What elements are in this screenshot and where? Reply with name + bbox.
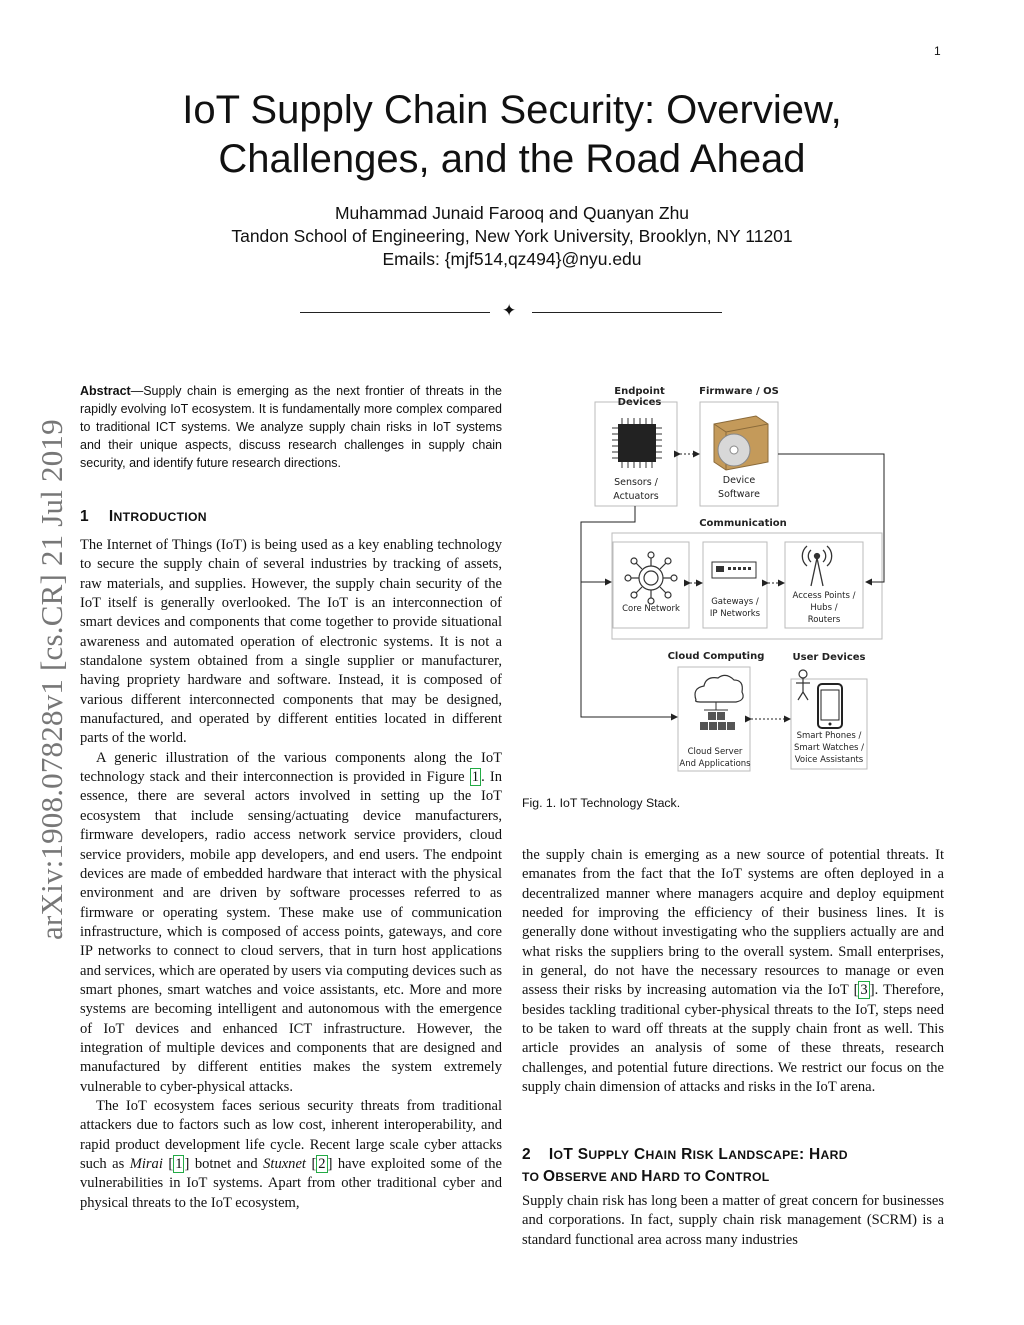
p2-text-b: . In essence, there are several actors involved in setting up the IoT ecosystem that include sensing/actuating device manufacturers, firmware developers, radio access network service providers, cloud service providers, mobile app developers, and end users. The endpoint devices are made of embedded hardware that interact with the physical environment and are driven by software processes referred to as firmware or operating system. These make use of communication infrastructure, which is composed of access points, gateways, and core IP networks to connect to cloud servers, that in turn host applications and services, which are operated by users via computing devices such as smart phones, smart watches and voice assistants, etc. More and more systems are becoming intelligent and autonomous with the emergence of IoT devices and enhanced ICT infrastructure. However, the integration of multiple devices and components that are designed and manufactured by different entities makes the system extremely vulnerable to cyber-physical attacks. xyxy=(80,769,502,1095)
figure-iot-stack xyxy=(578,382,888,782)
label-access-line1: Access Points / xyxy=(792,591,856,601)
title-line-1: IoT Supply Chain Security: Overview, xyxy=(182,88,842,132)
label-device-software xyxy=(700,474,778,502)
label-communication: Communication xyxy=(699,518,787,529)
arxiv-stamp: arXiv:1908.07828v1 [cs.CR] 21 Jul 2019 xyxy=(34,419,69,940)
section-1-heading xyxy=(80,508,207,526)
s2-w5a: L xyxy=(718,1146,729,1163)
right-column-body xyxy=(522,846,944,1097)
label-access-line3: Routers xyxy=(807,615,841,625)
s2-w8b: ARD TO xyxy=(652,1170,705,1184)
s2-w6a: : H xyxy=(798,1146,821,1163)
label-cloud-server xyxy=(674,746,756,770)
section-1-title-rest: NTRODUCTION xyxy=(113,510,207,524)
figure-diagram xyxy=(578,382,888,782)
s2-w3b: HAIN xyxy=(645,1148,677,1162)
abstract-text: —Supply chain is emerging as the next frontier of threats in the rapidly evolving IoT ecosystem. It is fundamentally more complex compared to traditional ICT systems. We analyze supply chain risks in IoT systems and their unique aspects, discuss research challenges in supply chain security, and identify future research directions. xyxy=(80,384,502,470)
abstract-label: Abstract xyxy=(80,384,131,398)
intro-paragraph-1: The Internet of Things (IoT) is being used as a key enabling technology to secure the supply chain of several industries by tracking of assets, raw materials, and supplies. However, the supply chain security of the IoT itself is generally overlooked. The IoT is an interconnection of smart devices and components that come together to provide situational awareness and automated operation of electronic systems. It is not a standalone system obtained from a single supplier or manufacturer, having propriety hardware and software. Instead, it is composed of various different interconnected components that may be designed, manufactured, and operated by different entities located in different parts of the world. xyxy=(80,537,502,747)
divider-star-icon: ✦ xyxy=(502,301,517,321)
label-gateways-line2: IP Networks xyxy=(709,609,761,619)
figure-ref-link[interactable]: 1 xyxy=(471,769,480,786)
citation-link-1[interactable]: 1 xyxy=(175,1156,183,1172)
s2-w7c: BSERVE AND xyxy=(555,1170,642,1184)
section-1-body xyxy=(80,536,502,1213)
intro-paragraph-3: The IoT ecosystem faces serious security threats from traditional attackers due to factors such as low cost, inherent interoperability, and rapid product development life cycle. Recent large scale cyber attacks such as Mirai [ 1 ] botnet and Stuxnet [ 2 ] have exploited some of the vulnerabilities in IoT systems. Apart from other traditional cyber and physical threats to the IoT ecosystem, xyxy=(80,1097,503,1211)
label-smart-phones xyxy=(788,730,870,766)
label-gateways-line1: Gateways / xyxy=(711,597,759,607)
p3-text-a: The IoT ecosystem faces serious security threats from traditional attackers due to factors such as low cost, inherent interoperability, and rapid product development life cycle. Recent large scale cyber attacks such as xyxy=(80,1097,502,1172)
intro-paragraph-2 xyxy=(80,749,502,1097)
citation-link-2[interactable]: 2 xyxy=(318,1156,326,1172)
section-2-heading xyxy=(522,1144,944,1188)
s2-w4a: R xyxy=(681,1146,693,1163)
p3-text-c: have exploited some of the vulnerabilities in IoT systems. Apart from other traditional cyber and physical threats to the IoT ecosystem, xyxy=(80,1156,503,1211)
label-cloud-line2: And Applications xyxy=(679,759,751,769)
stuxnet-term: Stuxnet xyxy=(263,1156,306,1172)
label-phones-line3: Voice Assistants xyxy=(794,755,864,765)
access-point-icon xyxy=(802,546,831,586)
s2-w2a: S xyxy=(577,1146,589,1163)
author-names: Muhammad Junaid Farooq and Quanyan Zhu xyxy=(334,203,690,223)
label-firmware-os: Firmware / OS xyxy=(699,386,779,397)
mirai-term: Mirai xyxy=(129,1156,163,1172)
label-user-devices: User Devices xyxy=(792,652,866,663)
author-affiliation: Tandon School of Engineering, New York University, Brooklyn, NY 11201 xyxy=(231,226,793,246)
core-network-icon xyxy=(625,552,677,604)
title-divider xyxy=(300,302,722,322)
abstract xyxy=(80,382,502,472)
right-paragraph-1: the supply chain is emerging as a new source of potential threats. It emanates from the fact that the IoT systems are often deployed in a decentralized manner where managers acquire and deploy equipment needed for improving the efficiency of their business lines. It is generally done without investigating who the suppliers actually are and what risks the suppliers bring to the overall system. Small enterprises, in general, do not have the necessary resources to manage or even assess their risks by increasing automation via the IoT [ 3 ]. Therefore, besides tackling traditional cyber-physical threats to the IoT, steps need to be taken to ward off threats at the supply chain front as well. This article provides an analysis of some of these threats, research challenges, and potential future directions. We restrict our focus on the supply chain dimension of attacks and risks in the IoT arena. xyxy=(522,847,944,1096)
s2-w7b: O xyxy=(543,1168,556,1185)
p3-text-b: botnet and xyxy=(189,1156,264,1172)
s2-w9b: ONTROL xyxy=(716,1170,770,1184)
label-device-line1: Device xyxy=(722,475,756,486)
label-cloud-computing: Cloud Computing xyxy=(667,651,765,662)
s2-w2b: UPPLY xyxy=(588,1148,630,1162)
software-disc-icon xyxy=(714,416,768,470)
right-p1-text-b: . Therefore, besides tackling traditional cyber-physical threats to the IoT, steps need to be taken to ward off threats at the supply chain front as well. This article provides an analysis of some of these threats, research challenges, and potential future directions. We restrict our focus on the supply chain dimension of attacks and risks in the IoT arena. xyxy=(522,982,944,1096)
figure-caption: Fig. 1. IoT Technology Stack. xyxy=(522,796,681,810)
citation-link-3[interactable]: 3 xyxy=(860,982,868,999)
label-access-line2: Hubs / xyxy=(810,603,838,613)
s2-w7a: TO xyxy=(522,1170,543,1184)
label-phones-line2: Smart Watches / xyxy=(793,743,865,753)
label-cloud-line1: Cloud Server xyxy=(687,747,743,757)
smartphone-icon xyxy=(818,684,842,728)
s2-w1a: I xyxy=(548,1146,554,1163)
page-number: 1 xyxy=(934,44,941,58)
label-access-points xyxy=(785,590,863,626)
section-1-title-initial: I xyxy=(108,508,114,525)
s2-w4b: ISK xyxy=(692,1148,714,1162)
s2-w9a: C xyxy=(704,1168,717,1185)
label-sensors-line1: Sensors / xyxy=(614,477,658,488)
section-2-body: Supply chain risk has long been a matter of great concern for businesses and corporations. In fact, supply chain risk management (SCRM) is a standard functional area across many industries xyxy=(522,1193,944,1248)
label-gateways xyxy=(703,596,767,620)
label-sensors-line2: Actuators xyxy=(613,491,659,502)
s2-w1c: T xyxy=(563,1146,574,1163)
s2-w5b: ANDSCAPE xyxy=(728,1148,799,1162)
label-core-network: Core Network xyxy=(622,604,680,614)
label-device-line2: Software xyxy=(718,489,760,500)
user-icon xyxy=(796,670,810,700)
author-block xyxy=(120,202,904,271)
s2-w3a: C xyxy=(633,1146,646,1163)
title-line-2: Challenges, and the Road Ahead xyxy=(218,137,806,181)
s2-w6b: ARD xyxy=(820,1148,848,1162)
author-emails: Emails: {mjf514,qz494}@nyu.edu xyxy=(382,249,642,269)
cloud-server-icon xyxy=(695,675,743,730)
s2-w1b: O xyxy=(553,1148,564,1162)
paper-title xyxy=(120,86,904,184)
right-p1-text-a: the supply chain is emerging as a new source of potential threats. It emanates from the fact that the IoT systems are often deployed in a decentralized manner where managers acquire and deploy equipment needed for improving the efficiency of their business lines. It is generally done without investigating who the suppliers actually are and what risks the suppliers bring to the overall system. Small enterprises, in general, do not have the necessary resources to manage or even assess their risks by increasing automation via the IoT xyxy=(522,847,944,999)
p2-text-a: A generic illustration of the various components along the IoT technology stack and their interconnection is provided in Figure xyxy=(80,749,502,786)
label-phones-line1: Smart Phones / xyxy=(796,731,862,741)
label-endpoint-devices: Endpoint Devices xyxy=(614,386,665,408)
s2-w8a: H xyxy=(641,1168,653,1185)
section-2-number: 2 xyxy=(522,1146,531,1163)
section-1-number: 1 xyxy=(80,508,89,525)
label-sensors-actuators xyxy=(595,476,677,504)
chip-icon xyxy=(612,418,662,468)
gateway-icon xyxy=(712,562,756,578)
